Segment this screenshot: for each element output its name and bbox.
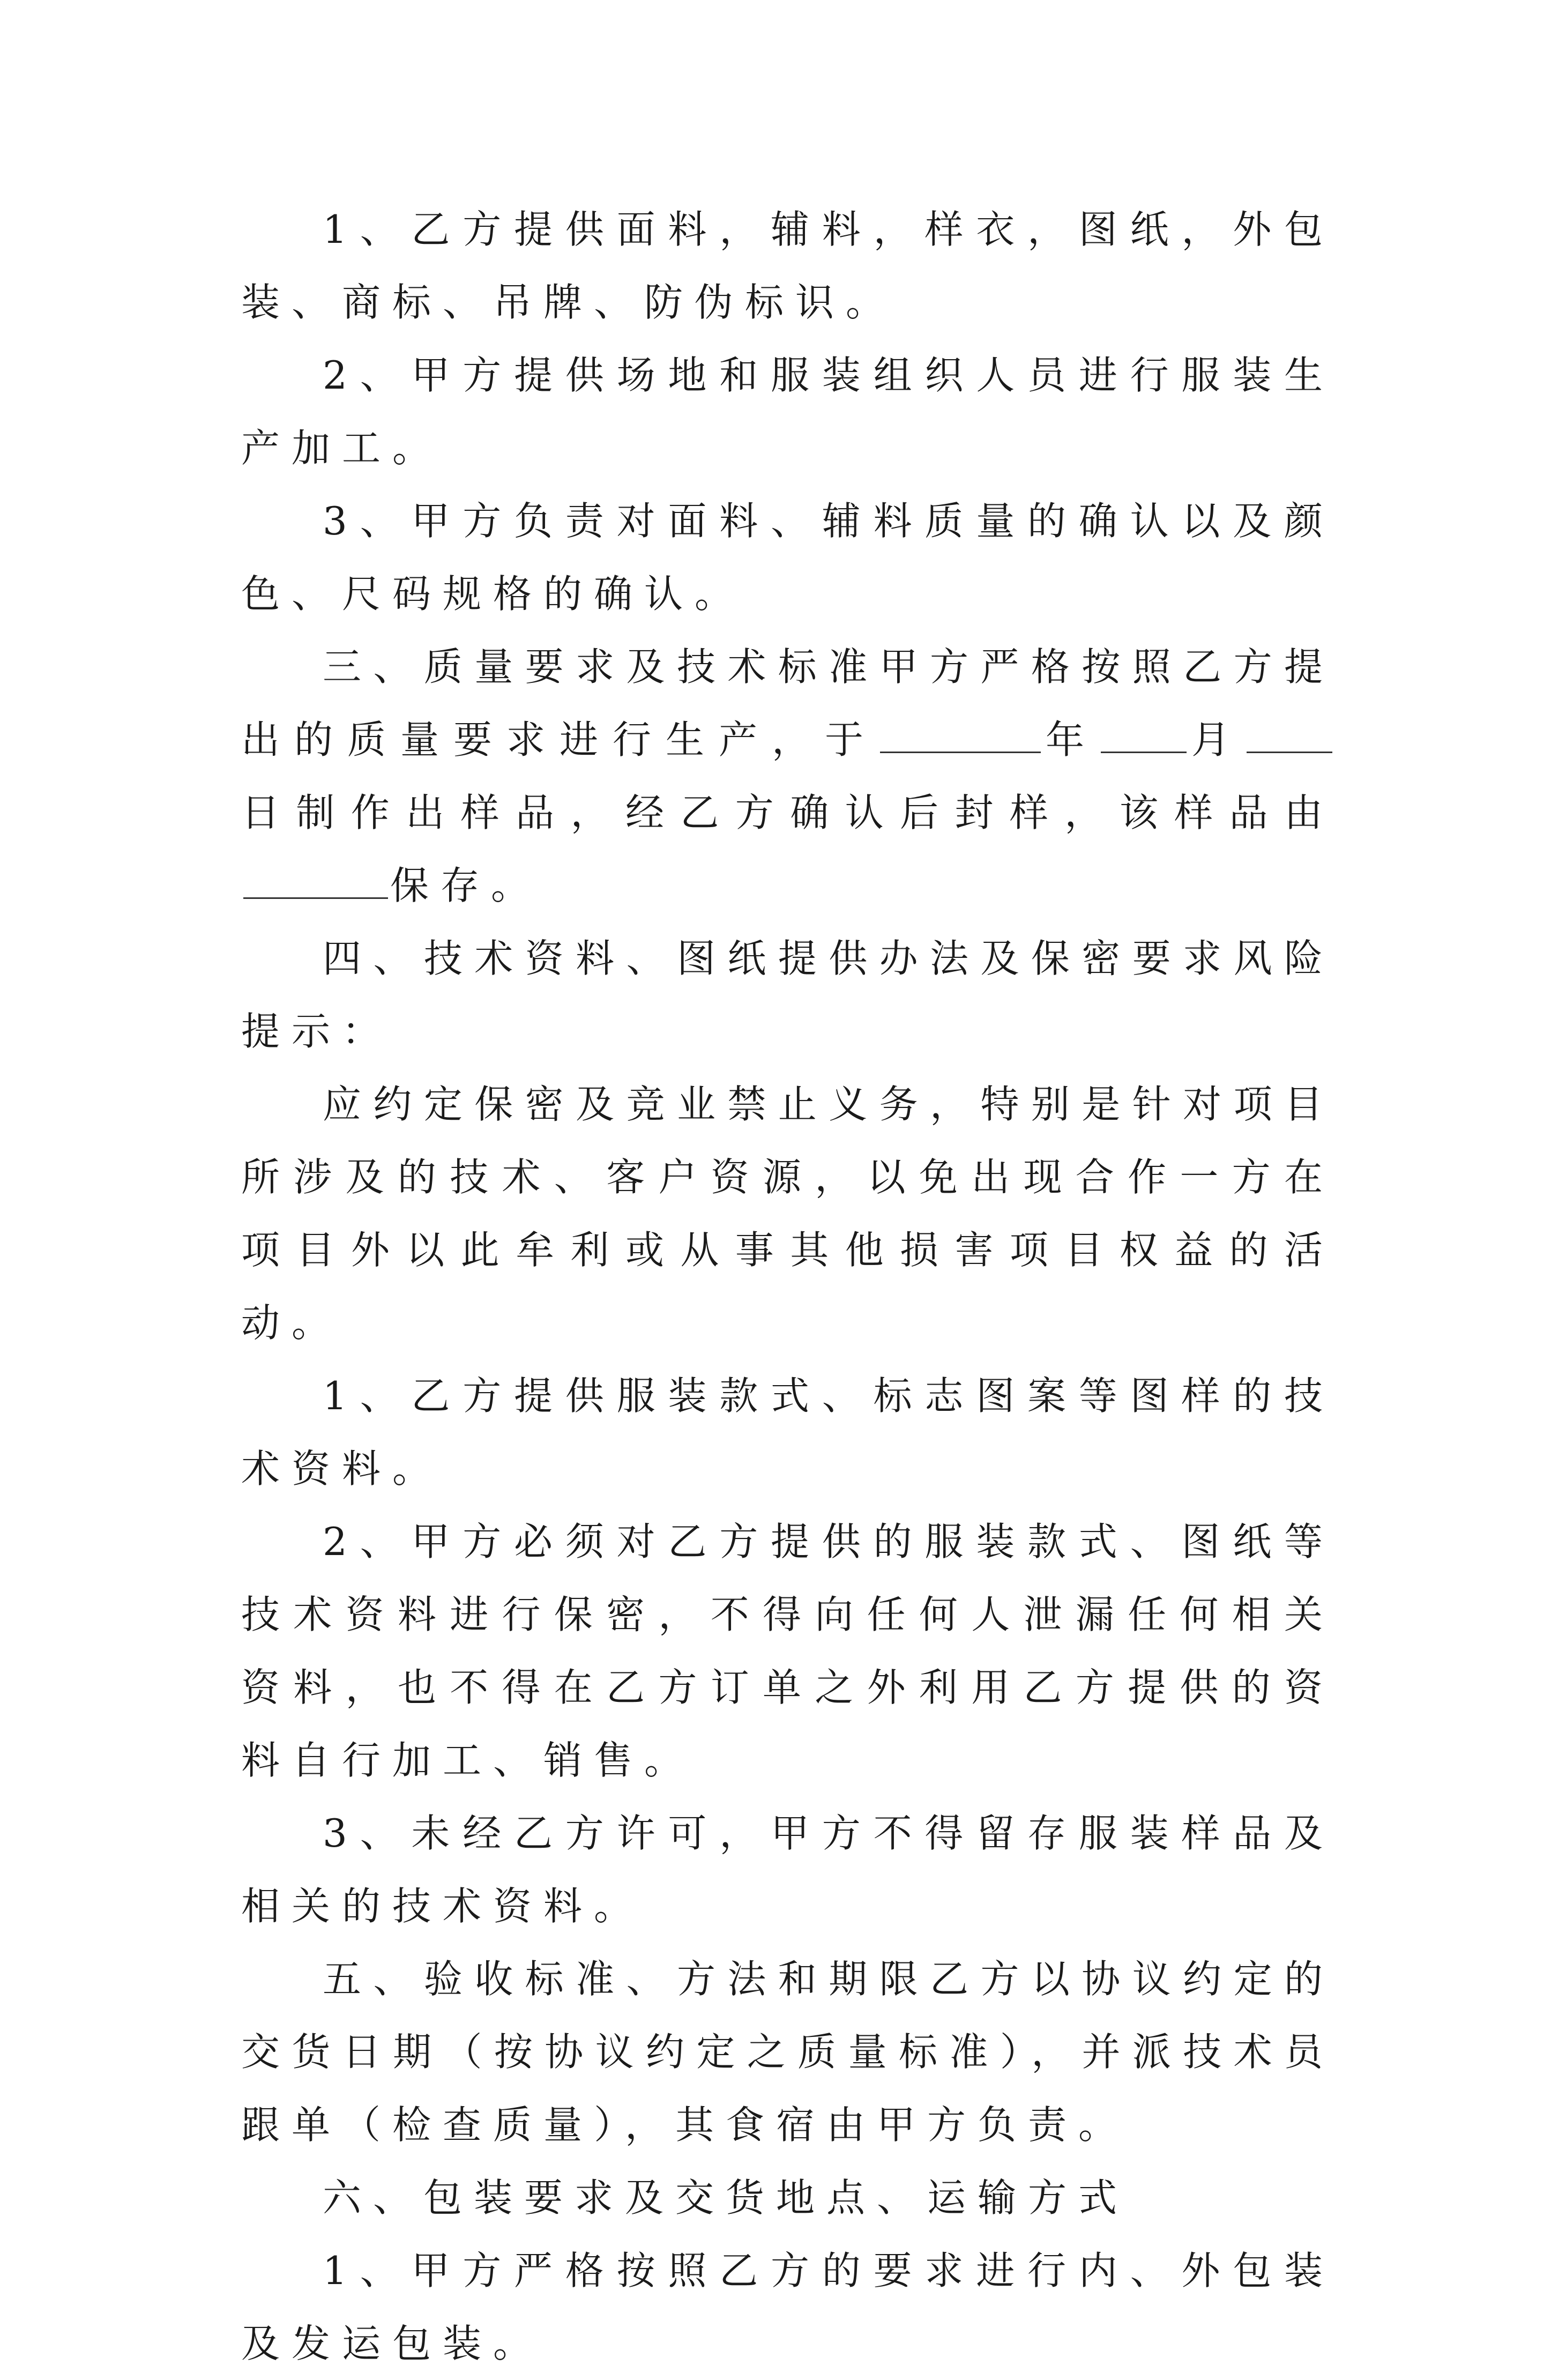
paragraph-packaging-requirement: 1、甲方严格按照乙方的要求进行内、外包装及发运包装。 bbox=[241, 2248, 1334, 2366]
document-body bbox=[241, 193, 1334, 2380]
blank-day-field bbox=[1247, 714, 1332, 753]
quality-text-1: 三、质量要求及技术标准甲方严格按照乙方提出的质量要求进行生产，于 bbox=[241, 644, 1334, 762]
paragraph-acceptance-standard: 五、验收标准、方法和期限乙方以协议约定的交货日期（按协议约定之质量标准），并派技术员跟单（检查质量），其食宿由甲方负责。 bbox=[241, 1957, 1334, 2147]
blank-month-field bbox=[1101, 714, 1187, 753]
paragraph-quality-requirements bbox=[241, 630, 1334, 922]
paragraph-confidentiality-risk: 应约定保密及竞业禁止义务，特别是针对项目所涉及的技术、客户资源，以免出现合作一方在项目外以此牟利或从事其他损害项目权益的活动。 bbox=[241, 1082, 1334, 1345]
paragraph-packaging-heading: 六、包装要求及交货地点、运输方式 bbox=[323, 2175, 1129, 2220]
paragraph-production-site: 2、甲方提供场地和服装组织人员进行服装生产加工。 bbox=[241, 353, 1334, 471]
paragraph-style-materials: 1、乙方提供服装款式、标志图案等图样的技术资料。 bbox=[241, 1373, 1334, 1491]
blank-year-field bbox=[880, 714, 1041, 753]
paragraph-no-retention: 3、未经乙方许可，甲方不得留存服装样品及相关的技术资料。 bbox=[241, 1811, 1334, 1929]
quality-month-label: 月 bbox=[1188, 717, 1244, 762]
blank-keeper-field bbox=[243, 860, 388, 899]
paragraph-material-confirmation: 3、甲方负责对面料、辅料质量的确认以及颜色、尺码规格的确认。 bbox=[241, 499, 1334, 616]
paragraph-technical-heading: 四、技术资料、图纸提供办法及保密要求风险提示： bbox=[241, 936, 1334, 1054]
quality-text-3: 保存。 bbox=[390, 863, 542, 908]
quality-year-label: 年 bbox=[1042, 717, 1099, 762]
quality-text-2: 日制作出样品，经乙方确认后封样，该样品由 bbox=[241, 790, 1334, 835]
paragraph-confidentiality-obligation: 2、甲方必须对乙方提供的服装款式、图纸等技术资料进行保密，不得向任何人泄漏任何相关资料，也不得在乙方订单之外利用乙方提供的资料自行加工、销售。 bbox=[241, 1519, 1334, 1783]
paragraph-supply-materials: 1、乙方提供面料，辅料，样衣，图纸，外包装、商标、吊牌、防伪标识。 bbox=[241, 207, 1334, 325]
